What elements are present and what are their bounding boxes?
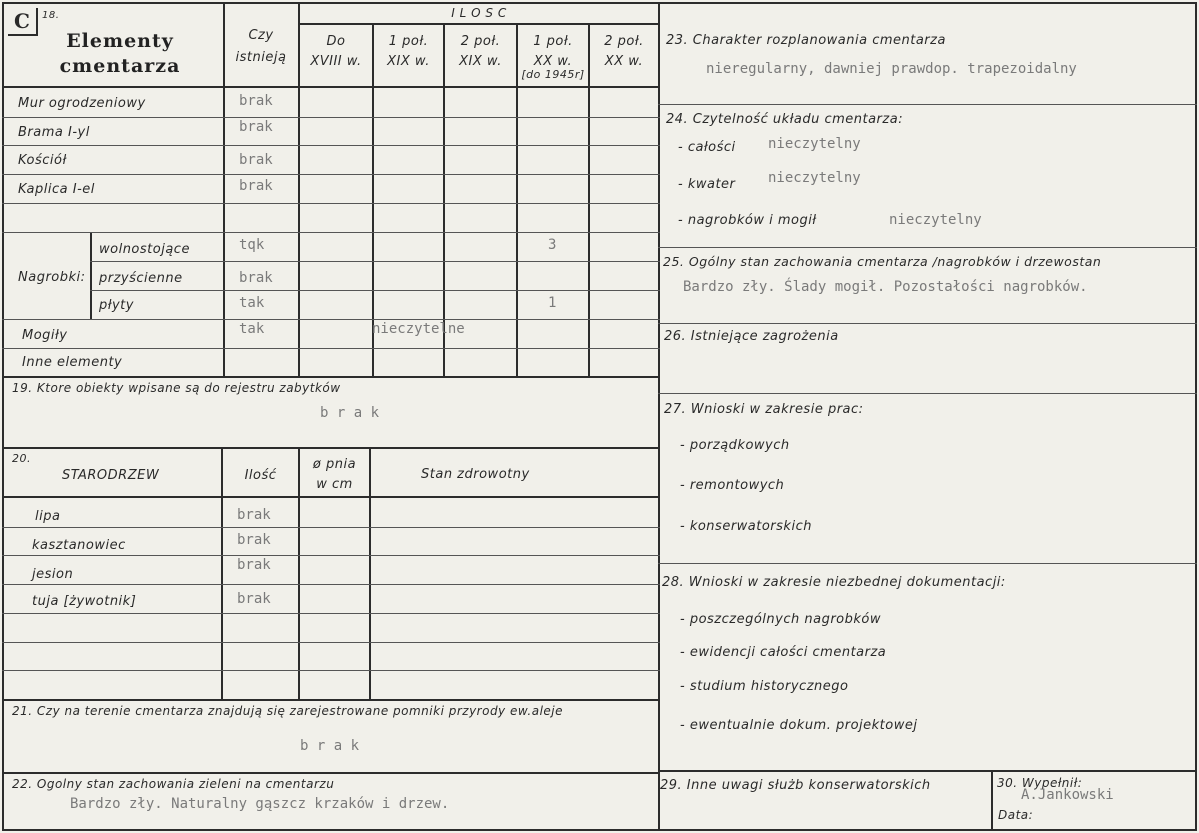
frame-left (2, 2, 4, 831)
frame-top (2, 2, 1197, 4)
row-value: brak (239, 152, 273, 168)
row-label: wolnostojące (99, 242, 190, 257)
row-line (2, 699, 660, 701)
row-line (2, 555, 660, 556)
col-header-ilosc: I L O S C (451, 6, 507, 20)
row-value: brak (239, 93, 273, 109)
section-25-value: Bardzo zły. Ślady mogił. Pozostałości nagrobków. (683, 279, 1088, 295)
row-line (658, 104, 1197, 105)
center-divider (658, 2, 660, 831)
row-label: płyty (99, 298, 134, 313)
frame-bottom (2, 829, 1197, 831)
row-label: przyścienne (99, 271, 183, 286)
section-20-number: 20. (12, 452, 31, 465)
col-header-period: XIX w. (387, 54, 430, 69)
section-22-label: 22. Ogolny stan zachowania zieleni na cmentarzu (12, 777, 335, 791)
tree-value: brak (237, 507, 271, 523)
col-line (588, 24, 590, 376)
doc-item: - poszczególnych nagrobków (680, 612, 881, 627)
legibility-value: nieczytelny (889, 212, 982, 228)
row-line (2, 86, 660, 88)
tree-value: brak (237, 591, 271, 607)
row-label: Inne elementy (22, 355, 123, 370)
section-25-label: 25. Ogólny stan zachowania cmentarza /nagrobków i drzewostan (663, 254, 1102, 269)
tree-name: kasztanowiec (32, 538, 126, 553)
row-line (658, 770, 1197, 772)
row-note: nieczytelne (372, 321, 465, 337)
row-line (658, 393, 1197, 394)
section-23-label: 23. Charakter rozplanowania cmentarza (666, 33, 946, 48)
section-26-label: 26. Istniejące zagrożenia (664, 329, 839, 344)
row-value: brak (239, 270, 273, 286)
row-label: Mur ogrodzeniowy (18, 96, 146, 111)
row-label: Kościół (18, 153, 67, 168)
legibility-label: - nagrobków i mogił (678, 213, 817, 228)
work-item: - remontowych (680, 478, 785, 493)
tree-value: brak (237, 557, 271, 573)
work-item: - konserwatorskich (680, 519, 812, 534)
section-22-value: Bardzo zły. Naturalny gąszcz krzaków i drzew. (70, 796, 450, 812)
section-21-value: b r a k (300, 738, 360, 754)
row-line (2, 670, 660, 671)
row-value: tak (239, 295, 265, 311)
col-header-stan: Stan zdrowotny (421, 467, 530, 482)
col-line (369, 447, 371, 699)
section-21-label: 21. Czy na terenie cmentarza znajdują się zarejestrowane pomniki przyrody ew.aleje (12, 704, 564, 718)
row-line (298, 23, 660, 25)
row-line (2, 527, 660, 528)
row-value: brak (239, 178, 273, 194)
row-line (2, 174, 660, 175)
doc-item: - ewidencji całości cmentarza (680, 645, 887, 660)
row-group-label: Nagrobki: (18, 270, 86, 285)
row-value: 1 (548, 295, 557, 311)
tree-name: tuja [żywotnik] (32, 594, 137, 609)
row-line (2, 772, 660, 774)
row-line (2, 203, 660, 204)
col-header-pien: ø pnia (312, 457, 357, 472)
row-line (90, 261, 660, 262)
date-label: Data: (998, 808, 1034, 822)
col-header-pien: w cm (316, 477, 353, 492)
section-title-line1: Elementy (66, 30, 174, 52)
col-line (221, 447, 223, 699)
row-label: Brama I-yl (18, 125, 90, 140)
col-header-czy: istnieją (235, 50, 287, 65)
row-line (2, 376, 660, 378)
col-line (90, 232, 92, 320)
col-header-period: 2 poł. (460, 34, 501, 49)
col-header-czy: Czy (248, 28, 274, 43)
row-line (658, 323, 1197, 324)
section-title-line2: cmentarza (59, 55, 181, 77)
section-number: 18. (42, 10, 60, 21)
legibility-value: nieczytelny (768, 170, 861, 186)
section-30-label: 30. Wypełnił: (997, 776, 1083, 790)
section-29-label: 29. Inne uwagi służb konserwatorskich (660, 778, 931, 793)
col-header-period: 2 poł. (604, 34, 644, 49)
section-23-value: nieregularny, dawniej prawdop. trapezoidalny (706, 61, 1077, 77)
col-header-period: XVIII w. (310, 54, 362, 69)
row-value: brak (239, 119, 273, 135)
filled-by-name: A.Jankowski (1021, 787, 1114, 803)
col-header-period: XX w. (604, 54, 644, 69)
row-line (2, 232, 660, 233)
legibility-label: - całości (678, 140, 736, 155)
row-line (2, 348, 660, 349)
section-28-label: 28. Wnioski w zakresie niezbednej dokumentacji: (662, 575, 1006, 590)
col-header-period: [do 1945r] (521, 68, 585, 81)
col-header-period: 1 poł. (388, 34, 429, 49)
col-line (991, 770, 993, 831)
section-19-label: 19. Ktore obiekty wpisane są do rejestru zabytków (12, 381, 341, 395)
section-19-value: b r a k (320, 405, 380, 421)
row-line (2, 145, 660, 146)
section-27-label: 27. Wnioski w zakresie prac: (664, 402, 864, 417)
tree-name: jesion (32, 567, 74, 582)
row-line (2, 584, 660, 585)
row-line (2, 496, 660, 498)
col-header-period: XIX w. (459, 54, 502, 69)
frame-right (1195, 2, 1197, 831)
row-value: tqk (239, 237, 265, 253)
col-header-period: Do (326, 34, 346, 49)
section-badge: C (8, 8, 38, 36)
tree-name: lipa (35, 509, 61, 524)
row-value: 3 (548, 237, 557, 253)
row-line (2, 613, 660, 614)
doc-item: - studium historycznego (680, 679, 849, 694)
row-line (2, 642, 660, 643)
col-header-period: 1 poł. (533, 34, 573, 49)
row-line (2, 447, 660, 449)
legibility-label: - kwater (678, 177, 736, 192)
work-item: - porządkowych (680, 438, 790, 453)
row-line (658, 563, 1197, 564)
row-line (2, 117, 660, 118)
row-value: tak (239, 321, 265, 337)
section-24-label: 24. Czytelność układu cmentarza: (666, 112, 904, 127)
row-line (658, 247, 1197, 248)
row-line (90, 290, 660, 291)
doc-item: - ewentualnie dokum. projektowej (680, 718, 918, 733)
col-header-ilosc: Ilość (244, 468, 277, 483)
row-label: Kaplica I-el (18, 182, 95, 197)
row-label: Mogiły (22, 328, 68, 343)
legibility-value: nieczytelny (768, 136, 861, 152)
col-header-starodrzew: STARODRZEW (62, 468, 160, 483)
col-header-period: XX w. (533, 54, 573, 69)
tree-value: brak (237, 532, 271, 548)
row-line (2, 319, 660, 320)
